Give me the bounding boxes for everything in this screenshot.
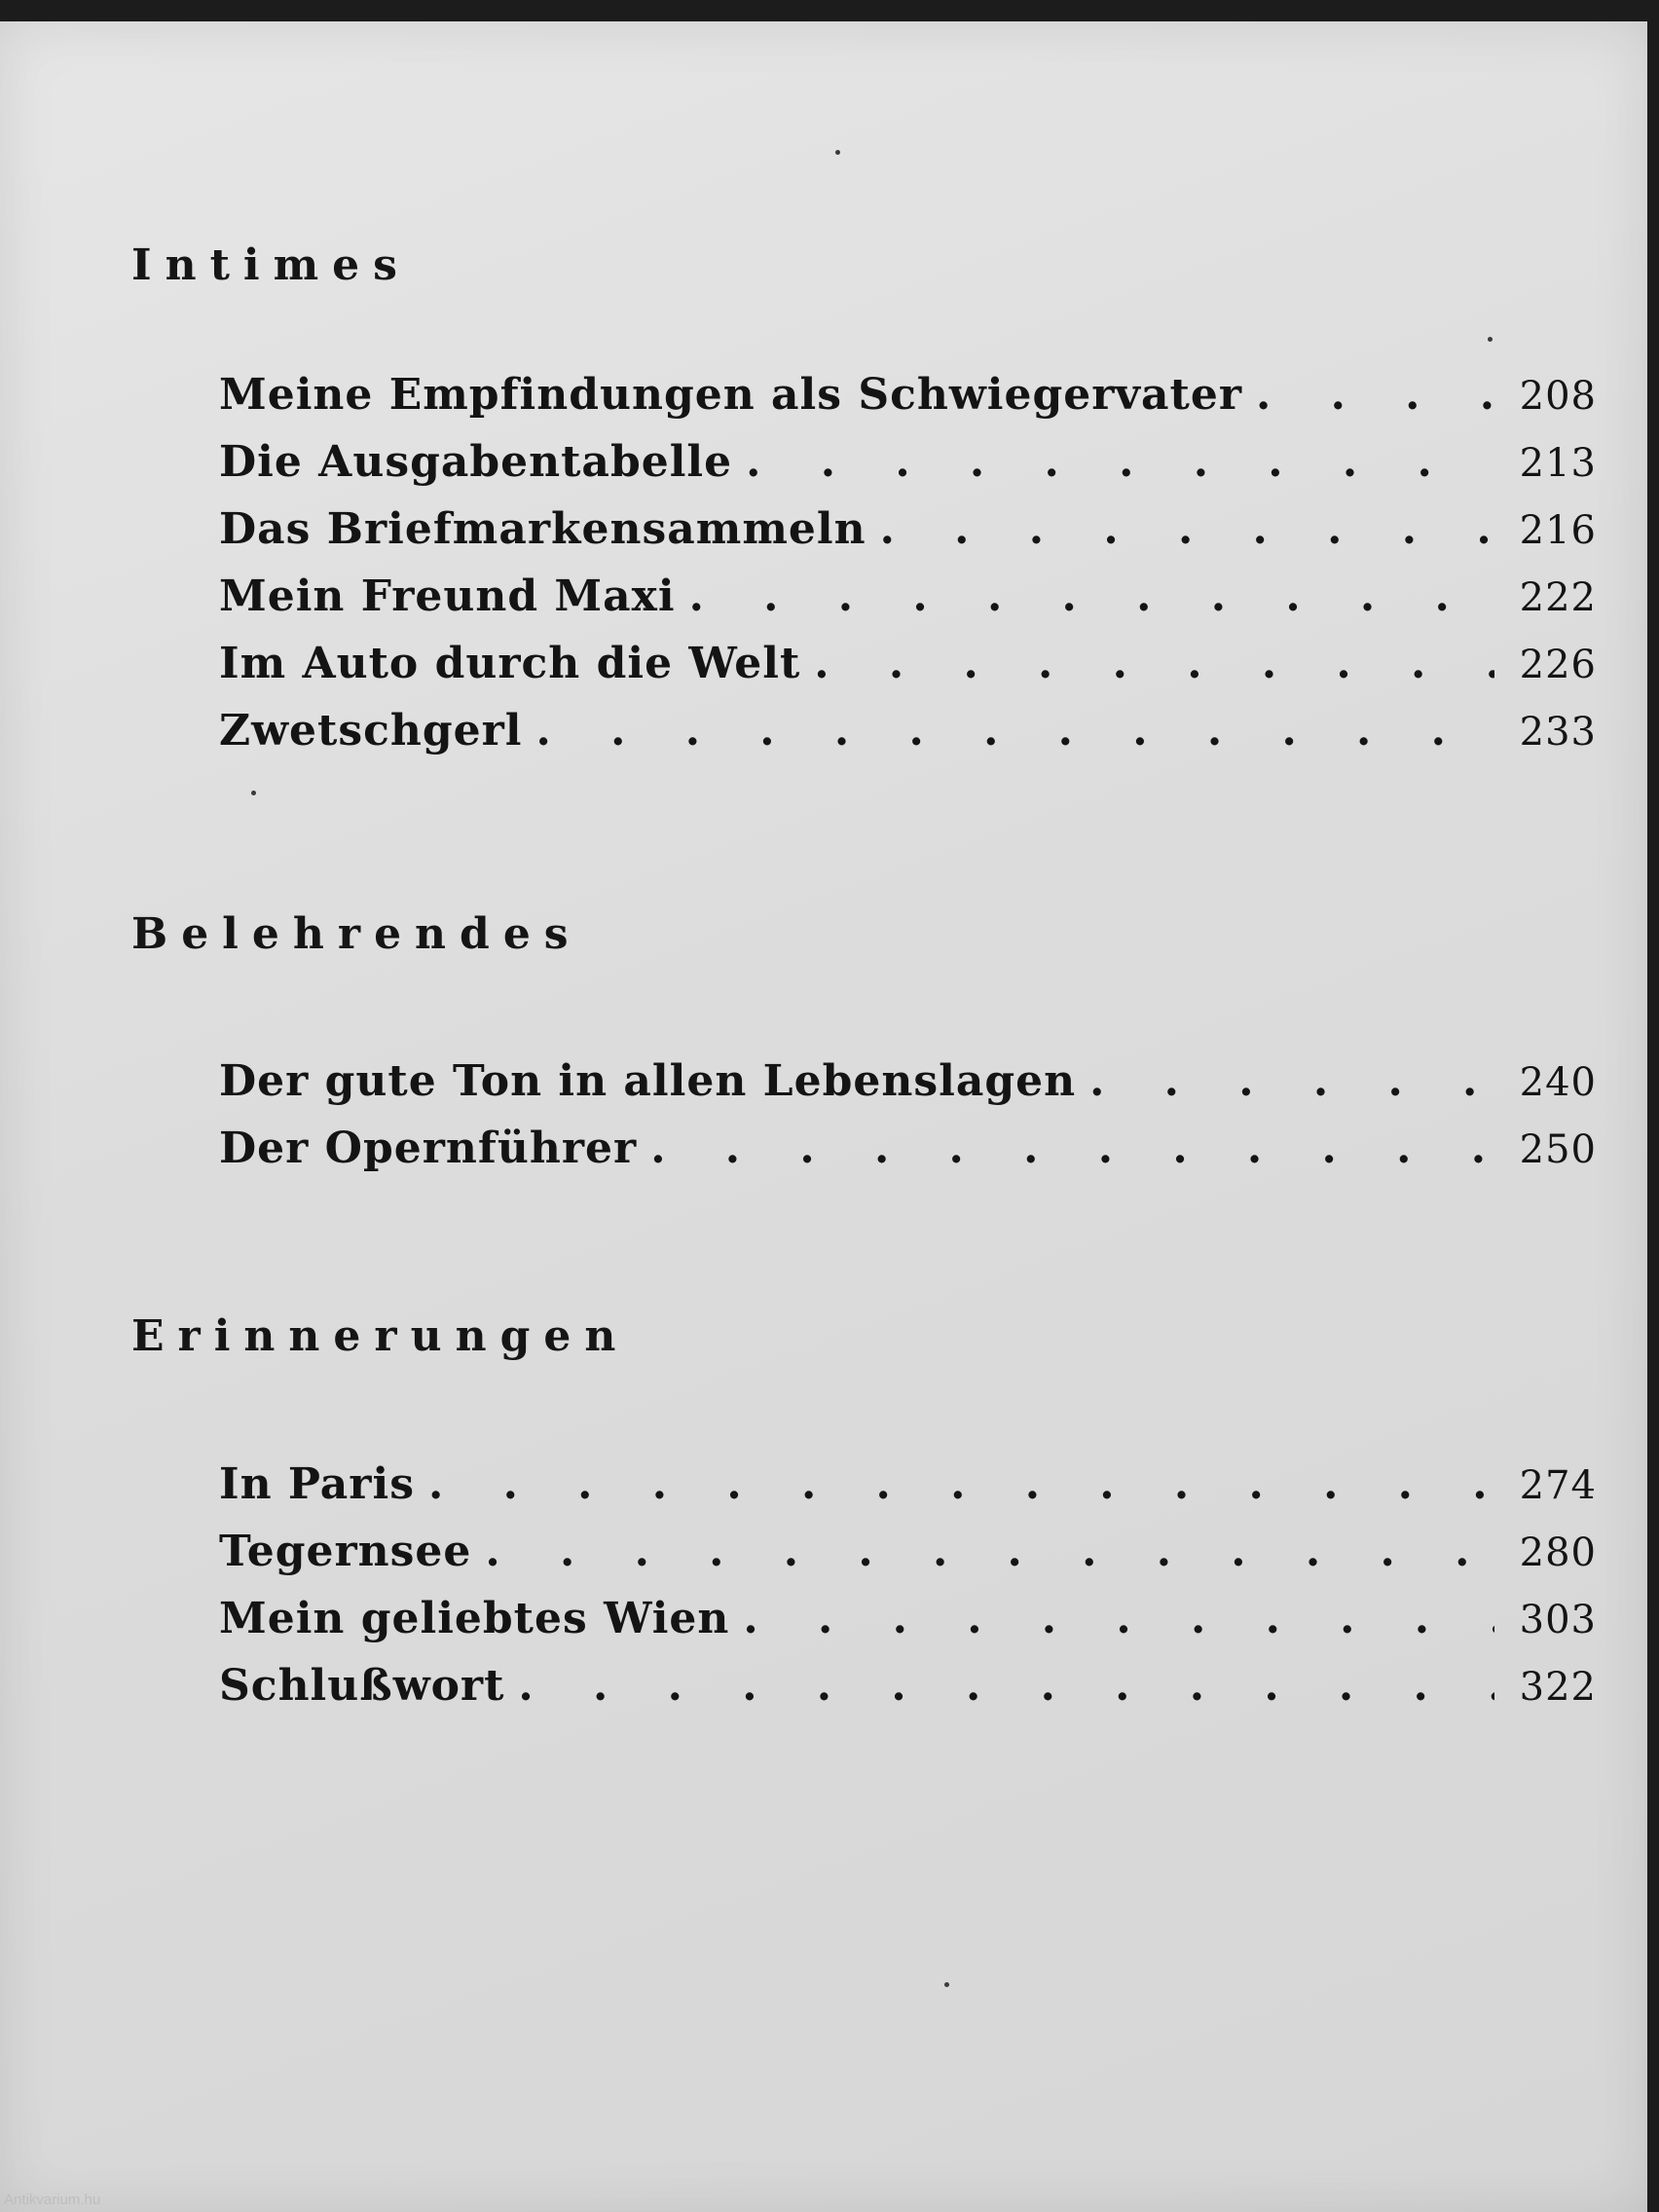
page-number: 216 [1519, 508, 1597, 553]
toc-entry[interactable] [219, 437, 1597, 504]
entry-title: Der Opernführer [219, 1124, 638, 1173]
section-heading-belehrendes: Belehrendes [131, 909, 582, 959]
entry-title: Im Auto durch die Welt [219, 639, 801, 688]
dot-leader [880, 504, 1494, 554]
entry-title: Der gute Ton in allen Lebenslagen [219, 1056, 1077, 1106]
dot-leader [650, 1124, 1494, 1173]
paper-speck [835, 150, 840, 155]
section-heading-erinnerungen: Erinnerungen [131, 1311, 630, 1361]
paper-speck [1488, 337, 1493, 342]
entry-title: Tegernsee [219, 1527, 472, 1576]
dot-leader [518, 1661, 1494, 1711]
dot-leader [1089, 1056, 1494, 1106]
page-number: 213 [1519, 441, 1597, 486]
page-number: 250 [1519, 1127, 1597, 1172]
page-number: 222 [1519, 575, 1597, 620]
dot-leader [689, 571, 1494, 621]
page-number: 280 [1519, 1530, 1597, 1575]
toc-entry[interactable] [219, 1459, 1597, 1527]
book-page [0, 21, 1647, 2212]
page-number: 226 [1519, 643, 1597, 687]
toc-entry[interactable] [219, 1527, 1597, 1594]
entry-title: Mein Freund Maxi [219, 571, 676, 621]
dot-leader [485, 1527, 1494, 1576]
toc-entry[interactable] [219, 1661, 1597, 1728]
entry-title: Die Ausgabentabelle [219, 437, 733, 487]
toc-list-intimes [219, 370, 1597, 773]
entry-title: Mein geliebtes Wien [219, 1594, 730, 1643]
page-number: 240 [1519, 1060, 1597, 1105]
page-number: 303 [1519, 1598, 1597, 1642]
entry-title: Zwetschgerl [219, 706, 523, 756]
dot-leader [536, 706, 1494, 756]
section-heading-intimes: Intimes [131, 240, 411, 290]
entry-title: Meine Empfindungen als Schwiegervater [219, 370, 1242, 420]
toc-entry[interactable] [219, 1124, 1597, 1191]
toc-entry[interactable] [219, 571, 1597, 639]
page-number: 274 [1519, 1463, 1597, 1508]
toc-entry[interactable] [219, 639, 1597, 706]
page-number: 322 [1519, 1665, 1597, 1710]
entry-title: In Paris [219, 1459, 415, 1509]
dot-leader [746, 437, 1494, 487]
dot-leader [743, 1594, 1494, 1643]
toc-list-belehrendes [219, 1056, 1597, 1191]
toc-entry[interactable] [219, 1594, 1597, 1661]
entry-title: Schlußwort [219, 1661, 505, 1711]
dot-leader [814, 639, 1494, 688]
paper-speck [944, 1982, 949, 1987]
toc-entry[interactable] [219, 706, 1597, 773]
entry-title: Das Briefmarkensammeln [219, 504, 866, 554]
toc-list-erinnerungen [219, 1459, 1597, 1728]
page-number: 233 [1519, 710, 1597, 755]
toc-entry[interactable] [219, 370, 1597, 437]
page-number: 208 [1519, 374, 1597, 419]
watermark: Antikvarium.hu [4, 2192, 101, 2208]
dot-leader [1256, 370, 1494, 420]
toc-entry[interactable] [219, 504, 1597, 571]
toc-entry[interactable] [219, 1056, 1597, 1124]
paper-speck [251, 791, 256, 795]
dot-leader [428, 1459, 1494, 1509]
